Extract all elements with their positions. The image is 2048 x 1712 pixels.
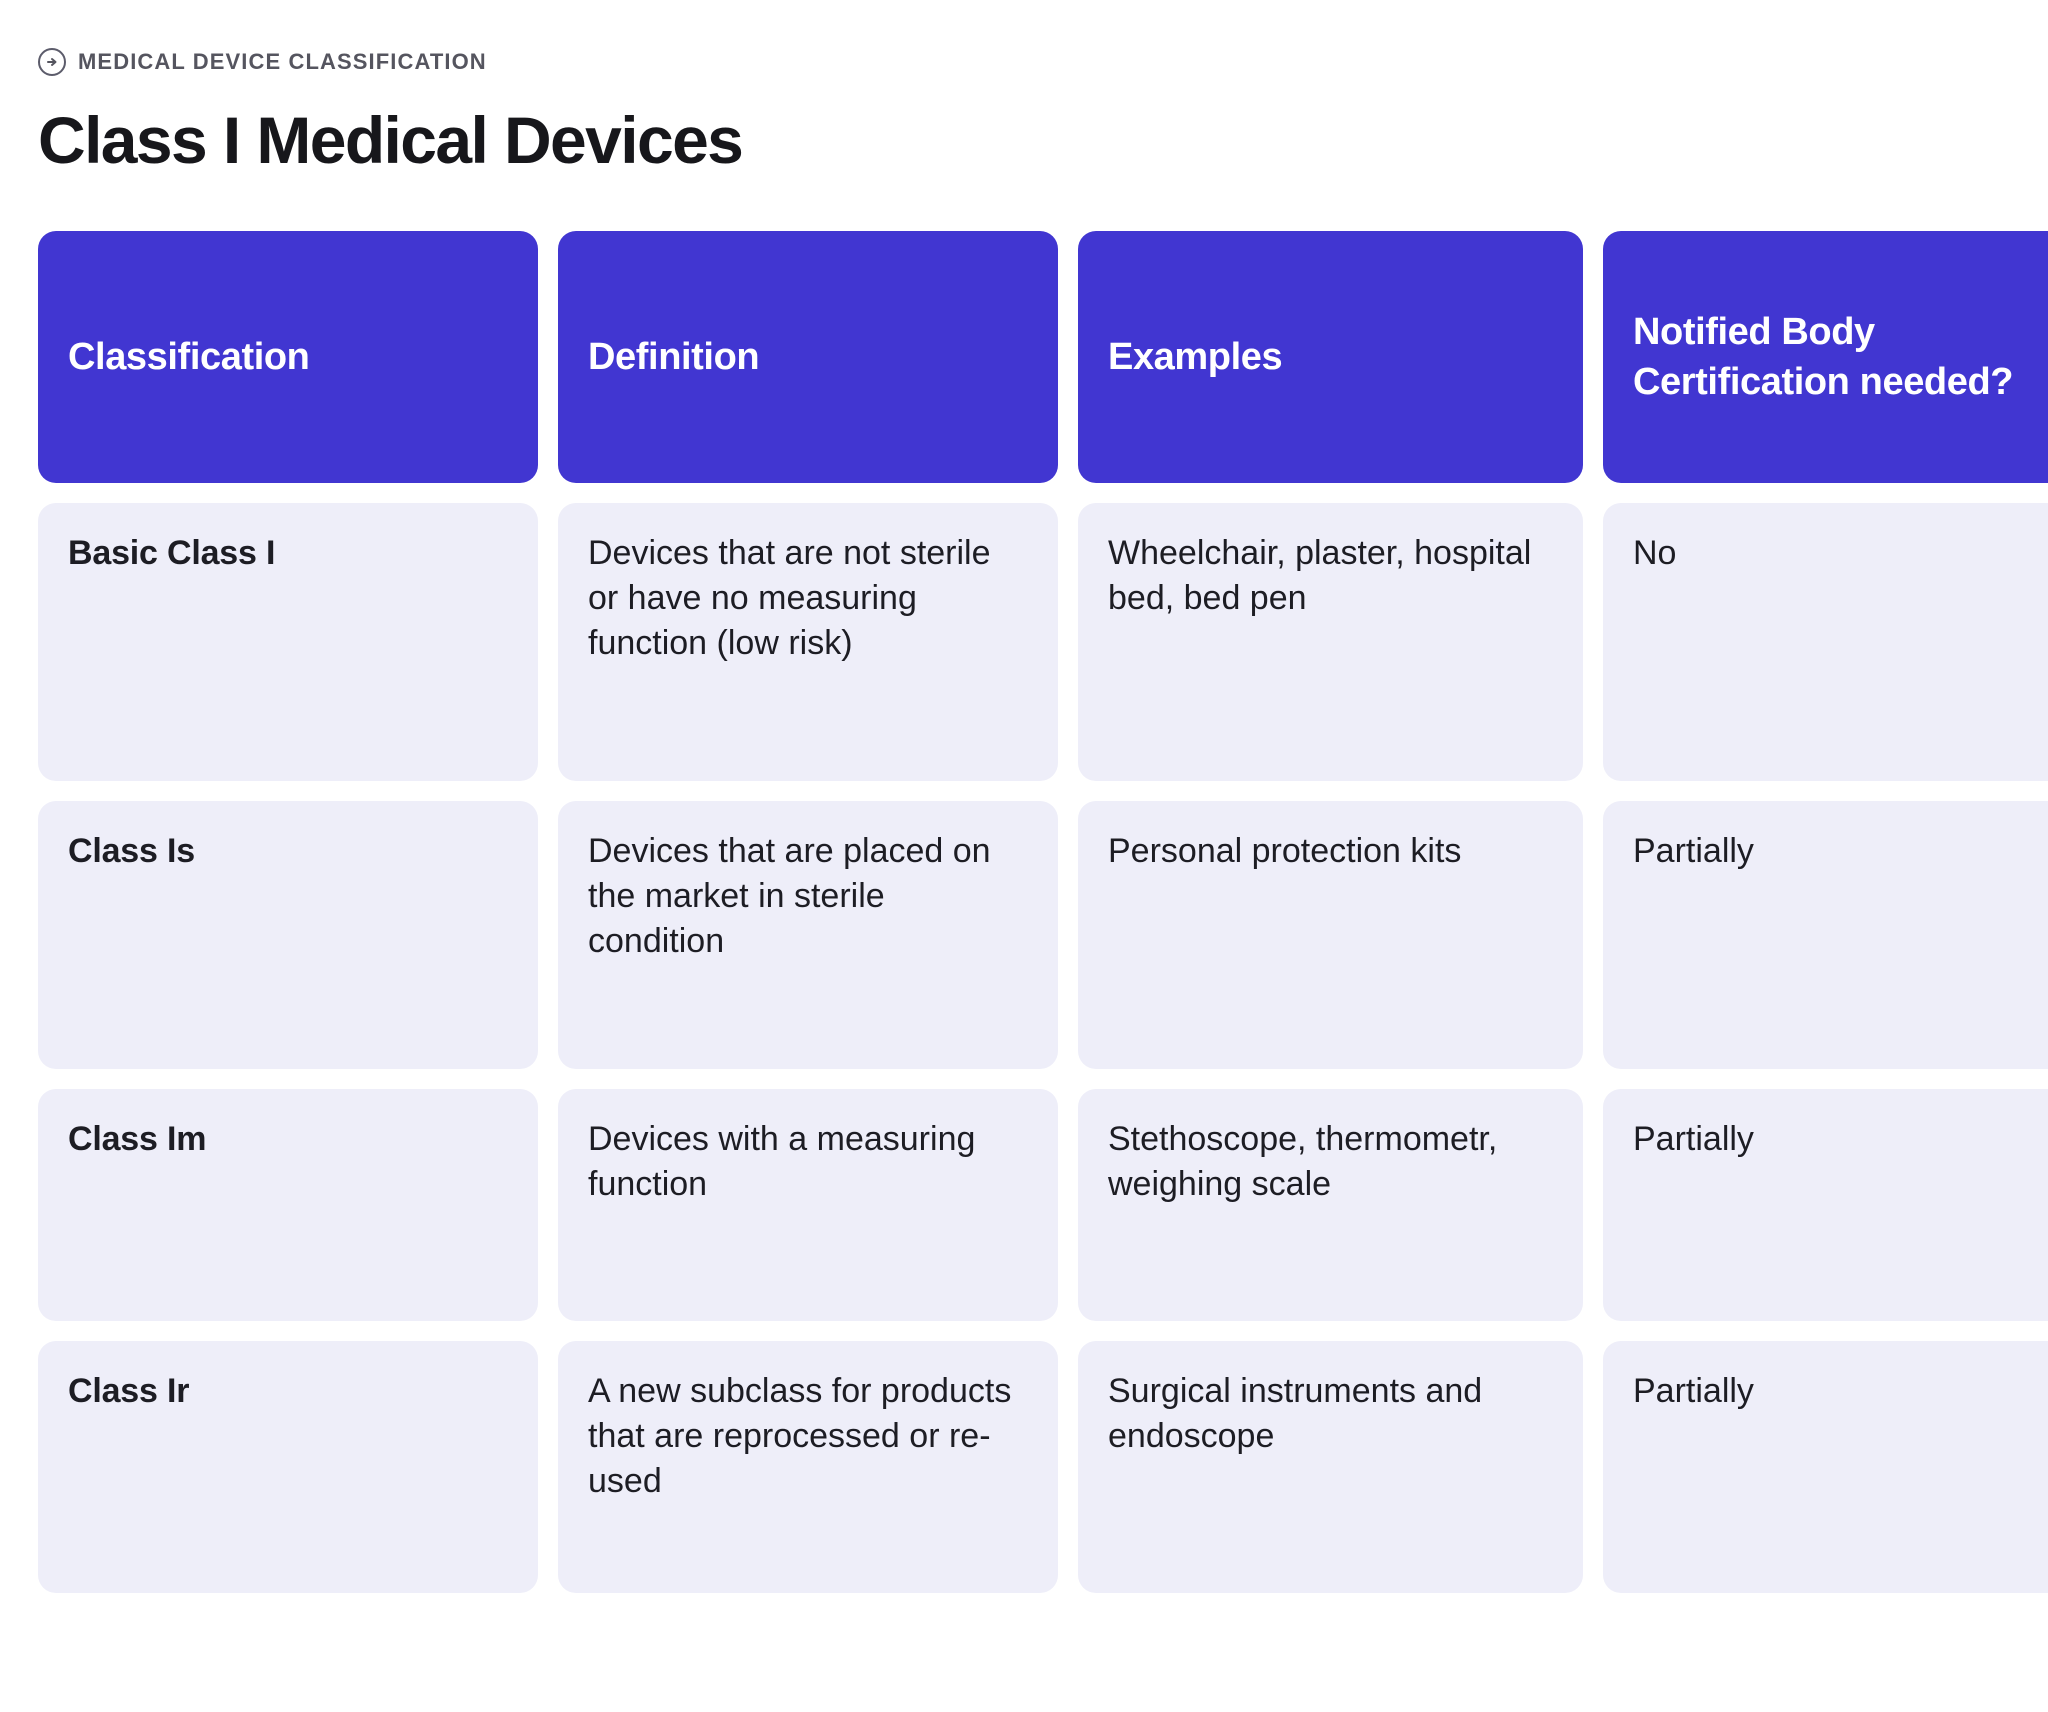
- cell-definition: Devices that are not sterile or have no measuring function (low risk): [558, 503, 1058, 781]
- cell-examples: Wheelchair, plaster, hospital bed, bed pen: [1078, 503, 1583, 781]
- table-row: [38, 1089, 2008, 1321]
- cell-classification: Basic Class I: [38, 503, 538, 781]
- arrow-circle-icon: [38, 48, 66, 76]
- column-header-examples: Examples: [1078, 231, 1583, 483]
- cell-examples: Stethoscope, thermometr, weighing scale: [1078, 1089, 1583, 1321]
- cell-examples: Surgical instruments and endoscope: [1078, 1341, 1583, 1593]
- column-header-notified-body: Notified Body Certification needed?: [1603, 231, 2048, 483]
- eyebrow-label: MEDICAL DEVICE CLASSIFICATION: [78, 49, 487, 74]
- cell-definition: A new subclass for products that are reprocessed or re-used: [558, 1341, 1058, 1593]
- eyebrow: [38, 48, 2008, 76]
- table-row: [38, 503, 2008, 781]
- cell-classification: Class Im: [38, 1089, 538, 1321]
- cell-notified-body: No: [1603, 503, 2048, 781]
- cell-definition: Devices with a measuring function: [558, 1089, 1058, 1321]
- cell-notified-body: Partially: [1603, 1089, 2048, 1321]
- cell-classification: Class Is: [38, 801, 538, 1069]
- cell-classification: Class Ir: [38, 1341, 538, 1593]
- column-header-definition: Definition: [558, 231, 1058, 483]
- table-row: [38, 801, 2008, 1069]
- cell-notified-body: Partially: [1603, 801, 2048, 1069]
- cell-examples: Personal protection kits: [1078, 801, 1583, 1069]
- table-header-row: [38, 231, 2014, 483]
- classification-table: [38, 231, 2014, 1593]
- page-title: Class I Medical Devices: [38, 103, 743, 177]
- table-row: [38, 1341, 2008, 1593]
- cell-definition: Devices that are placed on the market in sterile condition: [558, 801, 1058, 1069]
- column-header-classification: Classification: [38, 231, 538, 483]
- cell-notified-body: Partially: [1603, 1341, 2048, 1593]
